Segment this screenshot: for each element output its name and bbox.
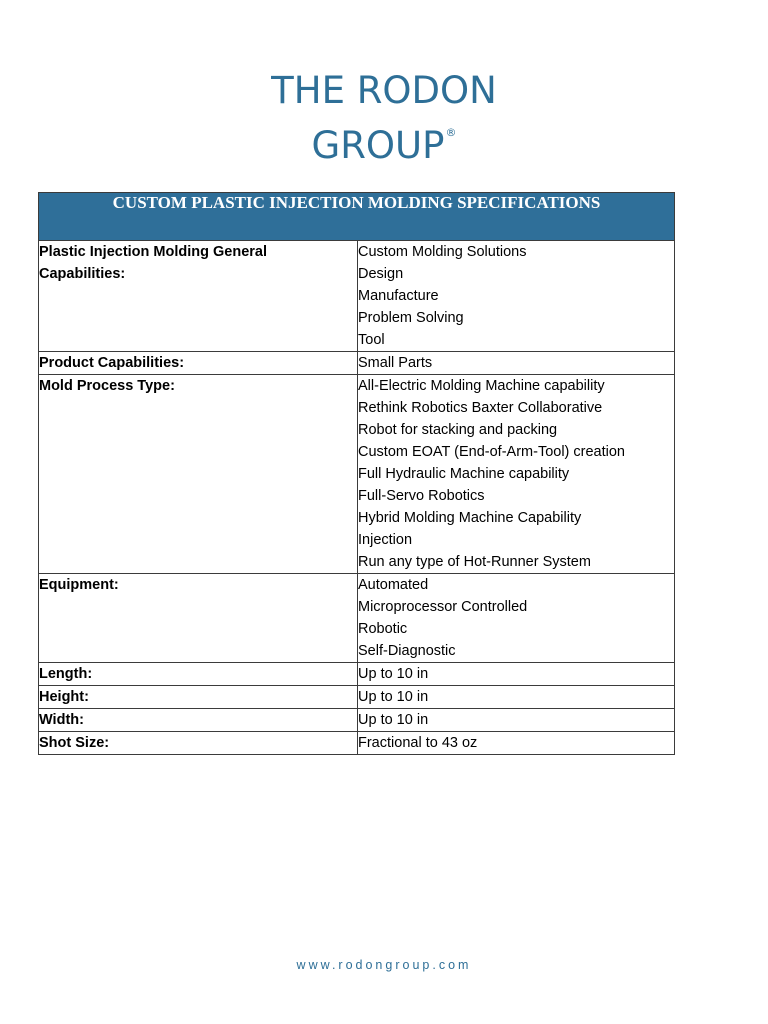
spec-value: Self-Diagnostic [358,643,456,659]
spec-value: Hybrid Molding Machine Capability [358,510,582,526]
spec-label: Width: [39,709,358,732]
spec-value: Up to 10 in [358,689,429,705]
spec-value: Run any type of Hot-Runner System [358,554,591,570]
spec-label: Mold Process Type: [39,375,358,574]
table-row [39,375,675,574]
spec-values [358,732,675,755]
spec-label: Shot Size: [39,732,358,755]
spec-values [358,241,675,352]
table-row [39,241,675,352]
spec-value: Full-Servo Robotics [358,488,485,504]
specifications-table [38,192,675,755]
table-row [39,352,675,375]
spec-value: Custom Molding Solutions [358,244,527,260]
table-body [39,241,675,755]
table-title: CUSTOM PLASTIC INJECTION MOLDING SPECIFICATIONS [39,193,675,241]
spec-values [358,686,675,709]
table-row [39,663,675,686]
logo-group-text: GROUP [311,124,445,167]
registered-mark: ® [445,126,457,139]
spec-value: Manufacture [358,288,439,304]
spec-value: Up to 10 in [358,712,429,728]
spec-value: Up to 10 in [358,666,429,682]
spec-label: Product Capabilities: [39,352,358,375]
spec-value: Automated [358,577,429,593]
spec-value: Problem Solving [358,310,464,326]
spec-value: Injection [358,532,413,548]
spec-value: Full Hydraulic Machine capability [358,466,570,482]
spec-value: Microprocessor Controlled [358,599,528,615]
spec-label: Equipment: [39,574,358,663]
spec-label: Length: [39,663,358,686]
spec-value: Fractional to 43 oz [358,735,478,751]
spec-value: Custom EOAT (End-of-Arm-Tool) creation [358,444,625,460]
website-url[interactable]: www.rodongroup.com [296,958,472,972]
spec-values [358,375,675,574]
spec-value: Small Parts [358,355,433,371]
logo-line-1: THE RODON [271,69,497,112]
table-row [39,709,675,732]
spec-value: All-Electric Molding Machine capability [358,378,605,394]
spec-values [358,574,675,663]
spec-values [358,663,675,686]
table-row [39,686,675,709]
spec-values [358,709,675,732]
table-row [39,574,675,663]
spec-value: Robot for stacking and packing [358,422,558,438]
table-header-row [39,193,675,241]
table-row [39,732,675,755]
spec-value: Design [358,266,404,282]
spec-value: Rethink Robotics Baxter Collaborative [358,400,603,416]
company-logo [0,70,768,167]
spec-value: Robotic [358,621,408,637]
spec-label: Height: [39,686,358,709]
spec-label: Plastic Injection Molding General Capabilities: [39,241,358,352]
spec-values [358,352,675,375]
logo-line-2 [0,112,768,167]
spec-value: Tool [358,332,385,348]
